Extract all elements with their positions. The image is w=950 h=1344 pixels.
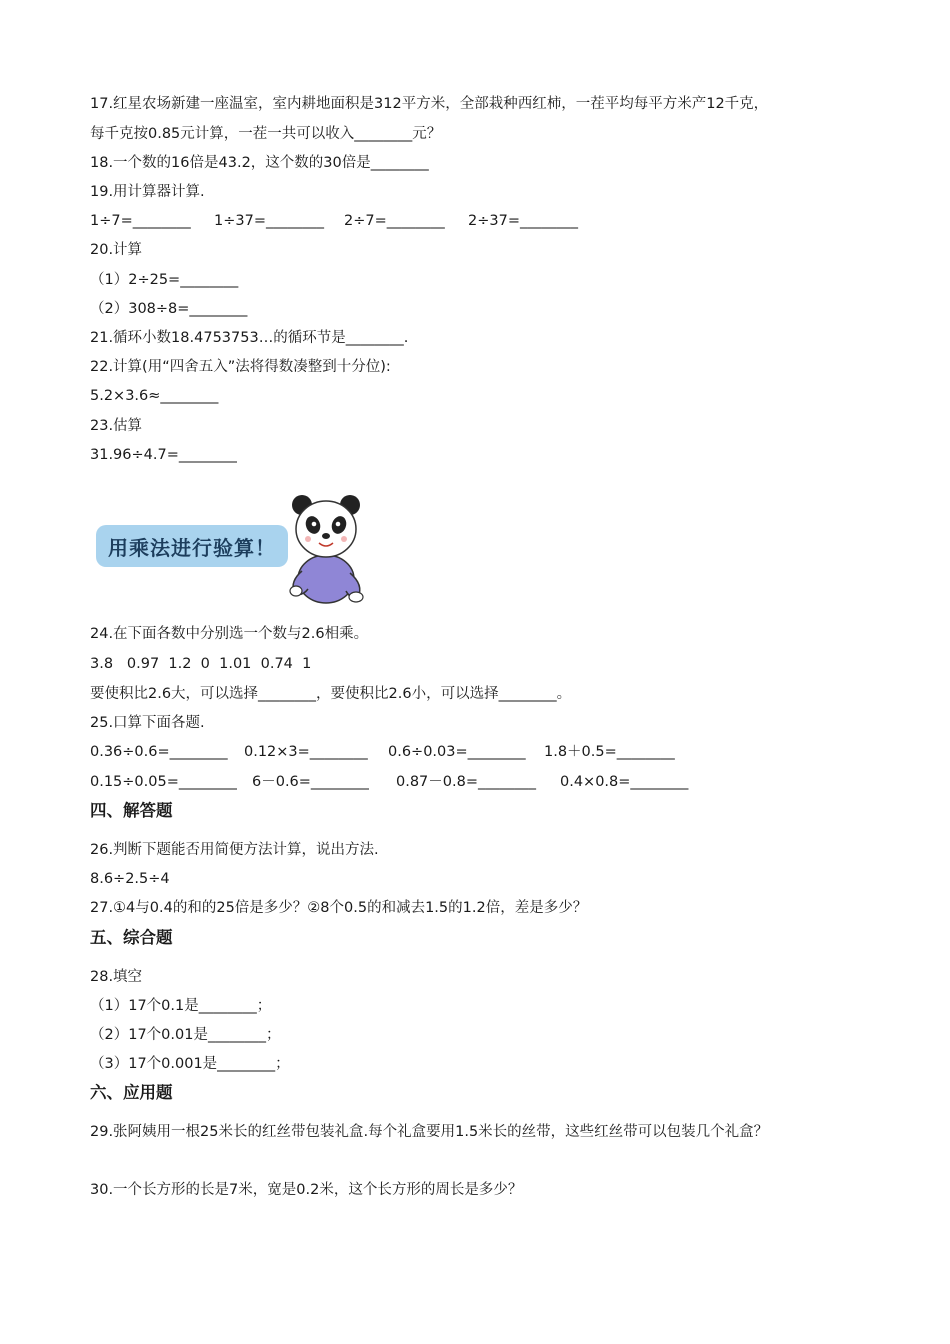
q22-expr: 5.2×3.6≈________ [90,388,219,404]
q21: 21.循环小数18.4753753…的循环节是________. [90,330,409,346]
q27: 27.①4与0.4的和的25倍是多少？②8个0.5的和减去1.5的1.2倍，差是多少？ [90,900,588,916]
q19-item: 2÷37=________ [468,213,578,229]
q20-title: 20.计算 [90,242,143,258]
q25-item: 0.12×3=________ [244,744,368,760]
q19-title: 19.用计算器计算. [90,184,205,200]
q25-item: 0.87－0.8=________ [396,774,536,790]
q25-item: 1.8＋0.5=________ [544,744,675,760]
q20-item-1: （1）2÷25=________ [90,272,239,288]
q19-item: 2÷7=________ [344,213,445,229]
speech-bubble: 用乘法进行验算！ [96,525,288,567]
q24-numbers: 3.8 0.97 1.2 0 1.01 0.74 1 [90,656,312,672]
q24-answer: 要使积比2.6大，可以选择________，要使积比2.6小，可以选择________。 [90,686,572,702]
section-6-heading: 六、应用题 [90,1083,173,1102]
q17-line1: 17.红星农场新建一座温室，室内耕地面积是312平方米，全部栽种西红柿，一茬平均每平方米产12千克， [90,96,769,112]
section-5-heading: 五、综合题 [90,928,173,947]
q23-expr: 31.96÷4.7=________ [90,447,237,463]
q18: 18.一个数的16倍是43.2，这个数的30倍是________ [90,155,429,171]
q22-title: 22.计算(用“四舍五入”法将得数凑整到十分位): [90,359,391,375]
q25-item: 0.15÷0.05=________ [90,774,237,790]
q28-item-1: （1）17个0.1是________； [90,998,272,1014]
q30: 30.一个长方形的长是7米，宽是0.2米，这个长方形的周长是多少？ [90,1182,523,1198]
q20-item-2: （2）308÷8=________ [90,301,248,317]
q25-item: 0.36÷0.6=________ [90,744,228,760]
q28-item-3: （3）17个0.001是________； [90,1056,290,1072]
q28-item-2: （2）17个0.01是________； [90,1027,281,1043]
q25-title: 25.口算下面各题. [90,715,205,731]
q29: 29.张阿姨用一根25米长的红丝带包装礼盒.每个礼盒要用1.5米长的丝带，这些红丝带可以包装几个礼盒？ [90,1124,769,1140]
panda-illustration [280,493,375,605]
q23-title: 23.估算 [90,418,143,434]
q26-title: 26.判断下题能否用简便方法计算，说出方法. [90,842,379,858]
q25-item: 6－0.6=________ [252,774,369,790]
q25-item: 0.4×0.8=________ [560,774,689,790]
q17-line2: 每千克按0.85元计算，一茬一共可以收入________元？ [90,126,442,142]
q28-title: 28.填空 [90,969,143,985]
q26-expr: 8.6÷2.5÷4 [90,871,170,887]
q19-item: 1÷7=________ [90,213,191,229]
q25-item: 0.6÷0.03=________ [388,744,526,760]
section-4-heading: 四、解答题 [90,801,173,820]
q24-title: 24.在下面各数中分别选一个数与2.6相乘。 [90,626,369,642]
q19-item: 1÷37=________ [214,213,324,229]
